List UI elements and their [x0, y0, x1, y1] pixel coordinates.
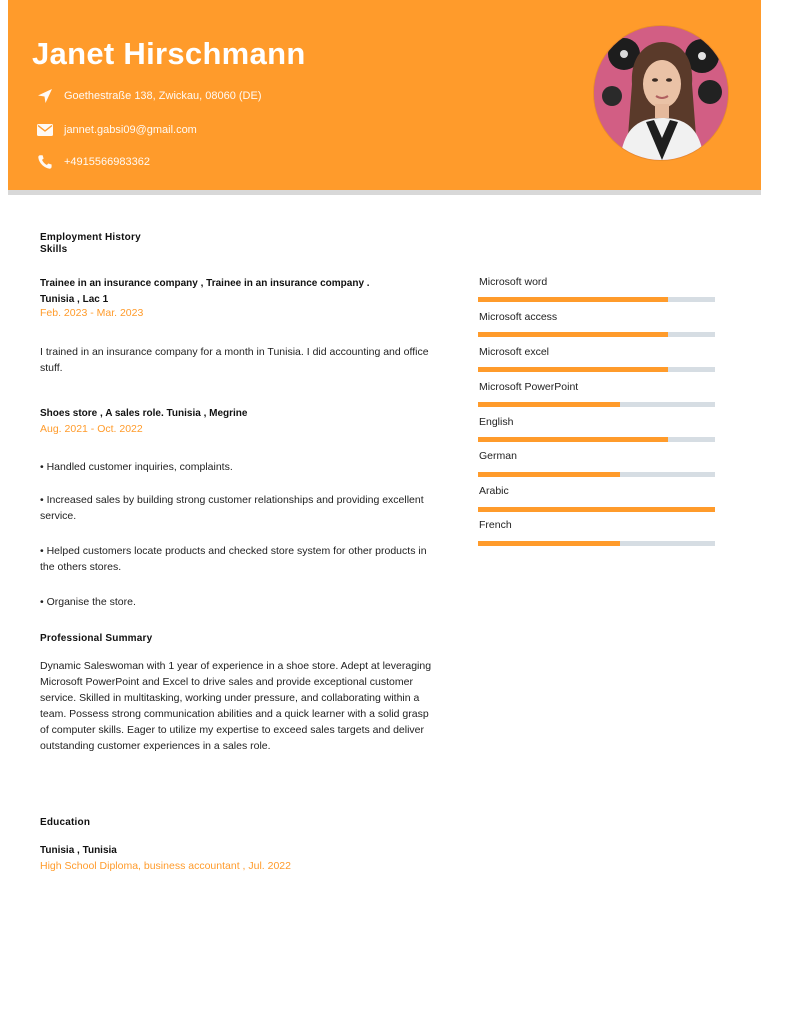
education-place: Tunisia , Tunisia: [40, 845, 117, 856]
skill-bar-fill: [478, 332, 668, 337]
skill-bar-fill: [478, 437, 668, 442]
location-arrow-icon: [36, 87, 54, 105]
skill-bar: [478, 402, 715, 407]
skill-bar: [478, 332, 715, 337]
skill-bar-fill: [478, 367, 668, 372]
skill-bar: [478, 472, 715, 477]
skill-bar: [478, 507, 715, 512]
header-divider: [8, 190, 761, 195]
profile-photo: [594, 26, 728, 160]
job-1-title: [40, 276, 410, 308]
address-row: [36, 86, 261, 106]
skill-label: Microsoft access: [479, 311, 558, 323]
skill-label: Microsoft PowerPoint: [479, 381, 579, 393]
education-detail: High School Diploma, business accountant , Jul. 2022: [40, 860, 291, 872]
envelope-icon: [36, 121, 54, 139]
job-2-dates: Aug. 2021 - Oct. 2022: [40, 423, 143, 435]
candidate-name: Janet Hirschmann: [32, 36, 306, 71]
skill-label: Arabic: [479, 485, 509, 497]
job-2-title: Shoes store , A sales role. Tunisia , Megrine: [40, 408, 248, 419]
skill-label: English: [479, 416, 514, 428]
job-1-title-line-1: Trainee in an insurance company , Trainee in an insurance company .: [40, 278, 370, 289]
skill-bar-fill: [478, 297, 668, 302]
skills-heading: Skills: [40, 244, 68, 255]
phone-row: [36, 152, 150, 172]
skill-bar: [478, 541, 715, 546]
job-2-bullet-4: • Organise the store.: [40, 596, 136, 608]
skill-bar: [478, 297, 715, 302]
skill-bar-fill: [478, 402, 620, 407]
skill-bar-fill: [478, 541, 620, 546]
professional-summary-text: Dynamic Saleswoman with 1 year of experience in a shoe store. Adept at leveraging Microsoft PowerPoint and Excel to drive sales and provide exceptional customer service. Skilled in multitasking, working under pressure, and collaborating within a team. Possess strong communication abilities and a quick learner with a solid grasp of computer skills. Eager to utilize my expertise to exceed sales targets and deliver outstanding customer experiences in a sales role.: [40, 660, 432, 752]
email-row: [36, 120, 197, 140]
skill-bar: [478, 437, 715, 442]
job-1-title-line-2: Tunisia , Lac 1: [40, 294, 109, 305]
skill-bar-fill: [478, 472, 620, 477]
professional-summary-heading: Professional Summary: [40, 633, 153, 644]
phone-icon: [36, 153, 54, 171]
email-link[interactable]: jannet.gabsi09@gmail.com: [64, 124, 197, 136]
job-1-dates: Feb. 2023 - Mar. 2023: [40, 307, 144, 319]
skill-bar-fill: [478, 507, 715, 512]
job-2-bullet-3: • Helped customers locate products and checked store system for other products in the others stores.: [40, 545, 427, 573]
skill-label: German: [479, 450, 517, 462]
job-1-description: I trained in an insurance company for a month in Tunisia. I did accounting and office stuff.: [40, 346, 429, 374]
employment-history-heading: Employment History: [40, 232, 141, 243]
phone-text: +4915566983362: [64, 156, 150, 168]
education-heading: Education: [40, 817, 91, 828]
job-2-bullet-2: • Increased sales by building strong customer relationships and providing excellent service.: [40, 494, 424, 522]
skill-label: Microsoft excel: [479, 346, 550, 358]
address-text: Goethestraße 138, Zwickau, 08060 (DE): [64, 90, 262, 102]
skill-label: French: [479, 519, 512, 531]
job-2-bullet-1: • Handled customer inquiries, complaints.: [40, 461, 233, 473]
skill-bar: [478, 367, 715, 372]
skill-label: Microsoft word: [479, 276, 548, 288]
